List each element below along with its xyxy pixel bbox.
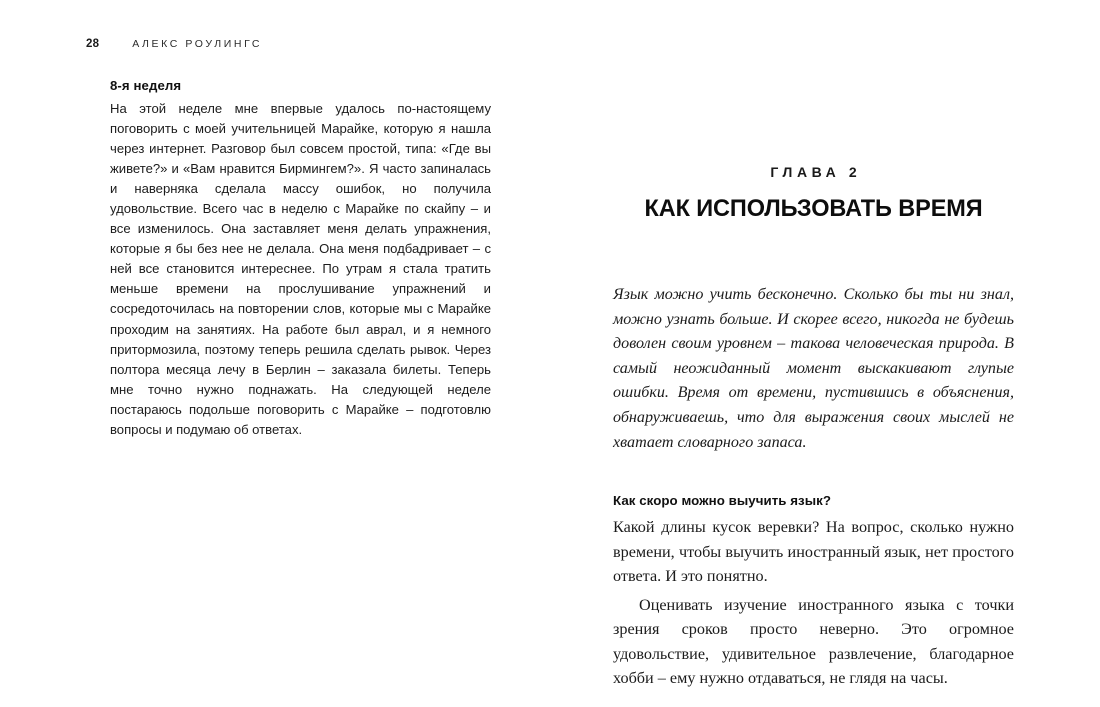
section-subheading: Как скоро можно выучить язык?: [613, 493, 831, 509]
running-head: [86, 38, 262, 50]
page-number: 28: [86, 38, 100, 50]
left-column-paragraph: На этой неделе мне впервые удалось по-настоящему поговорить с моей учительницей Марайке, которую я нашла через интернет. Разговор был совсем простой, типа: «Где вы живете?» и «Вам нравится Бирмингем?». Я часто запиналась и наверняка сделала массу ошибок, но получила удовольствие. Всего час в неделю с Марайке по скайпу – и все изменилось. Она заставляет меня делать упражнения, которые я бы без нее не делала. Она меня подбадривает – с ней все становится интереснее. По утрам я стала тратить меньше времени на прослушивание упражнений и сосредоточилась на повторении слов, которые мы с Марайке проходим на занятиях. На работе был аврал, и я немного притормозила, поэтому теперь решила сделать рывок. Через полтора месяца лечу в Берлин – заказала билеты. Теперь мне точно нужно поднажать. На следующей неделе постараюсь подольше поговорить с Марайке – подготовлю вопросы и подумаю об ответах.: [110, 101, 491, 437]
epigraph: [613, 283, 1014, 455]
right-column: [613, 164, 1014, 691]
right-column-paragraph-1: Какой длины кусок веревки? На вопрос, сколько нужно времени, чтобы выучить иностранный язык, нет простого ответа. И это понятно.: [613, 518, 1014, 586]
chapter-label: ГЛАВА 2: [770, 164, 862, 180]
right-column-paragraph-2: Оценивать изучение иностранного языка с точки зрения сроков просто неверно. Это огромное удовольствие, удивительное развлечение, благодарное хобби – ему нужно отдаваться, не глядя на часы.: [613, 595, 1014, 688]
left-column: [110, 78, 491, 440]
chapter-title: КАК ИСПОЛЬЗОВАТЬ ВРЕМЯ: [644, 194, 983, 222]
author-name: АЛЕКС РОУЛИНГС: [132, 38, 263, 50]
epigraph-text: Язык можно учить бесконечно. Сколько бы ты ни знал, можно узнать больше. И скорее всего, никогда не будешь доволен своим уровнем – такова человеческая природа. В самый неожиданный момент выскакивают глупые ошибки. Время от времени, пустившись в объяснения, обнаруживаешь, что для выражения своих мыслей не хватает словарного запаса.: [613, 286, 1014, 451]
week-heading: 8-я неделя: [110, 78, 182, 93]
